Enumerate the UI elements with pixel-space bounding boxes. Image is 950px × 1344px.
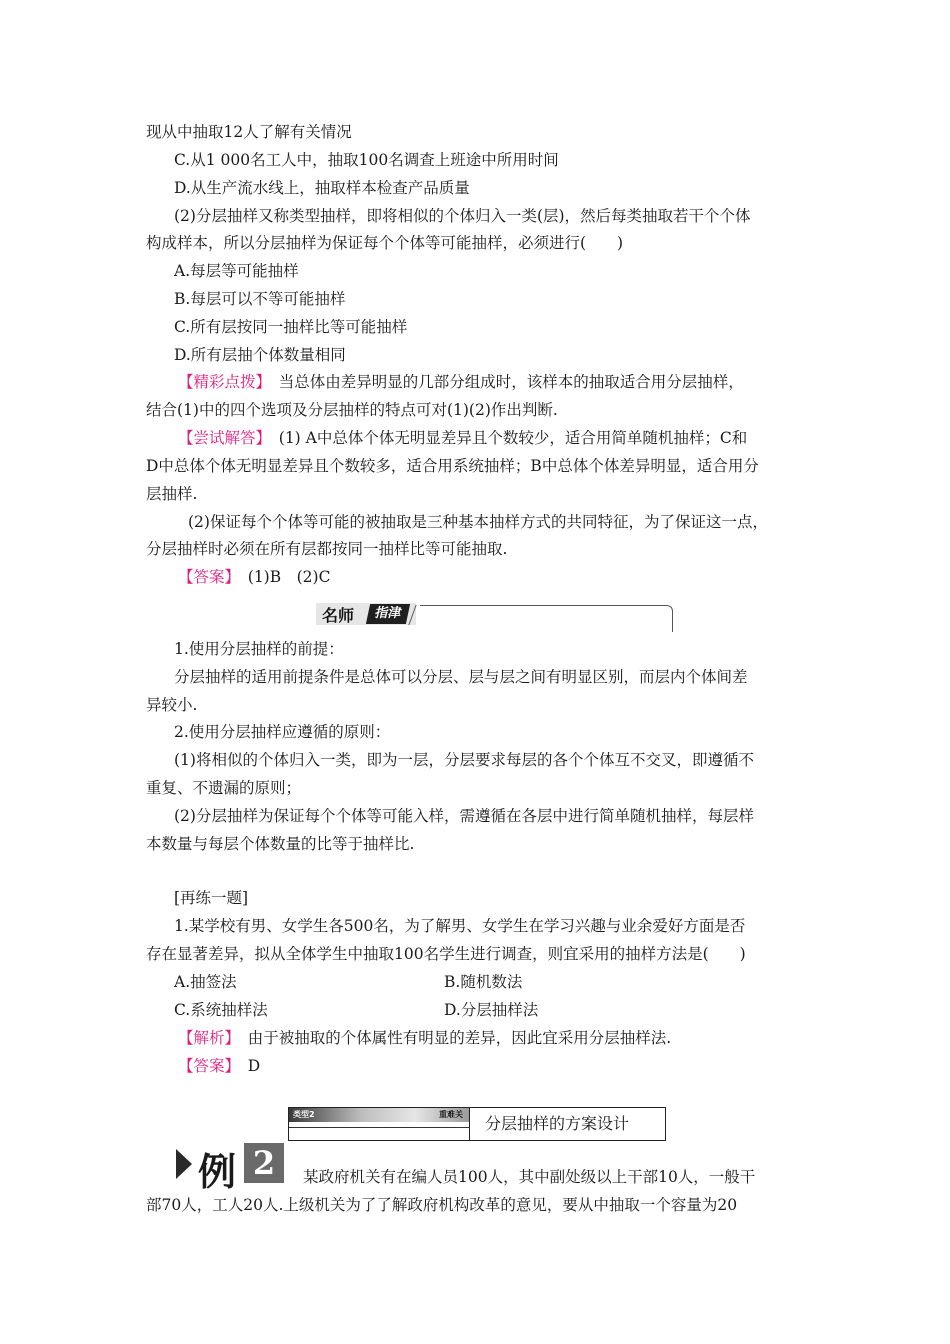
text-line: 2.使用分层抽样应遵循的原则：	[174, 723, 391, 741]
analysis-line	[178, 1028, 671, 1048]
solution-line	[178, 428, 747, 448]
type-label: 类型2	[293, 1110, 315, 1119]
text-line: (2)保证每个个体等可能的被抽取是三种基本抽样方式的共同特征，为了保证这一点，	[188, 513, 768, 531]
analysis-text: 由于被抽取的个体属性有明显的差异，因此宜采用分层抽样法.	[232, 1029, 672, 1047]
header-line	[420, 605, 673, 632]
example-char: 例	[198, 1150, 237, 1194]
option-b: B.每层可以不等可能抽样	[174, 290, 346, 308]
practice-heading: [再练一题]	[174, 889, 249, 907]
text-line: 异较小.	[146, 696, 198, 714]
text-line: 分层抽样的适用前提条件是总体可以分层、层与层之间有明显区别，而层内个体间差	[174, 668, 748, 686]
type-box	[288, 1107, 666, 1141]
analysis-tag: 【解析】	[178, 1029, 233, 1047]
option-d: D.所有层抽个体数量相同	[174, 346, 346, 364]
text-line: 现从中抽取12人了解有关情况	[146, 123, 352, 141]
type-rule	[289, 1127, 469, 1128]
teacher-guide-header	[316, 600, 676, 634]
header-right-badge: 指津	[366, 604, 410, 624]
answer-text: D	[232, 1057, 261, 1075]
hint-line	[178, 372, 744, 392]
option-c: C.从1 000名工人中，抽取100名调查上班途中所用时间	[174, 151, 559, 169]
text-line: 层抽样.	[146, 485, 198, 503]
type-divider	[469, 1108, 470, 1140]
triangle-icon	[176, 1149, 192, 1179]
text-line: 部70人，工人20人.上级机关为了了解政府机构改革的意见，要从中抽取一个容量为20	[146, 1196, 738, 1214]
solution-tag: 【尝试解答】	[178, 429, 264, 447]
hint-text: 当总体由差异明显的几部分组成时，该样本的抽取适合用分层抽样，	[263, 373, 744, 391]
text-line: (2)分层抽样为保证每个个体等可能入样，需遵循在各层中进行简单随机抽样，每层样	[174, 807, 754, 825]
text-line: 1.使用分层抽样的前提：	[174, 640, 344, 658]
answer-line	[178, 567, 330, 587]
hint-tag: 【精彩点拨】	[178, 373, 264, 391]
text-line: D中总体个体无明显差异且个数较多，适合用系统抽样；B中总体个体差异明显，适合用分	[146, 457, 759, 475]
text-line: 结合(1)中的四个选项及分层抽样的特点可对(1)(2)作出判断.	[146, 401, 558, 419]
type-level: 重难关	[439, 1110, 463, 1119]
option-a: A.抽签法	[174, 973, 237, 991]
solution-text: (1) A中总体个体无明显差异且个数较少，适合用简单随机抽样；C和	[263, 429, 748, 447]
text-line: 1.某学校有男、女学生各500名，为了解男、女学生在学习兴趣与业余爱好方面是否	[174, 917, 746, 935]
question-2: (2)分层抽样又称类型抽样，即将相似的个体归入一类(层)，然后每类抽取若干个个体	[174, 207, 751, 225]
option-c: C.所有层按同一抽样比等可能抽样	[174, 318, 408, 336]
example-badge	[174, 1143, 288, 1194]
option-d: D.从生产流水线上，抽取样本检查产品质量	[174, 179, 470, 197]
option-b: B.随机数法	[444, 973, 523, 991]
type-title: 分层抽样的方案设计	[485, 1114, 630, 1133]
answer-tag: 【答案】	[178, 1057, 233, 1075]
answer-text: (1)B (2)C	[232, 568, 331, 586]
text-line: 分层抽样时必须在所有层都按同一抽样比等可能抽取.	[146, 540, 508, 558]
text-line: 重复、不遗漏的原则；	[146, 779, 302, 797]
text-line: (1)将相似的个体归入一类，即为一层，分层要求每层的各个个体互不交叉，即遵循不	[174, 751, 754, 769]
example-number: 2	[244, 1143, 284, 1183]
option-c: C.系统抽样法	[174, 1001, 268, 1019]
header-left-text: 名师	[322, 606, 355, 625]
answer-line	[178, 1056, 260, 1076]
answer-tag: 【答案】	[178, 568, 233, 586]
option-a: A.每层等可能抽样	[174, 262, 299, 280]
text-line: 某政府机关有在编人员100人，其中副处级以上干部10人，一般干	[303, 1168, 756, 1186]
text-line: 构成样本，所以分层抽样为保证每个个体等可能抽样，必须进行( )	[146, 234, 624, 252]
text-line: 本数量与每层个体数量的比等于抽样比.	[146, 835, 415, 853]
option-d: D.分层抽样法	[444, 1001, 539, 1019]
text-line: 存在显著差异，拟从全体学生中抽取100名学生进行调查，则宜采用的抽样方法是( )	[146, 945, 746, 963]
